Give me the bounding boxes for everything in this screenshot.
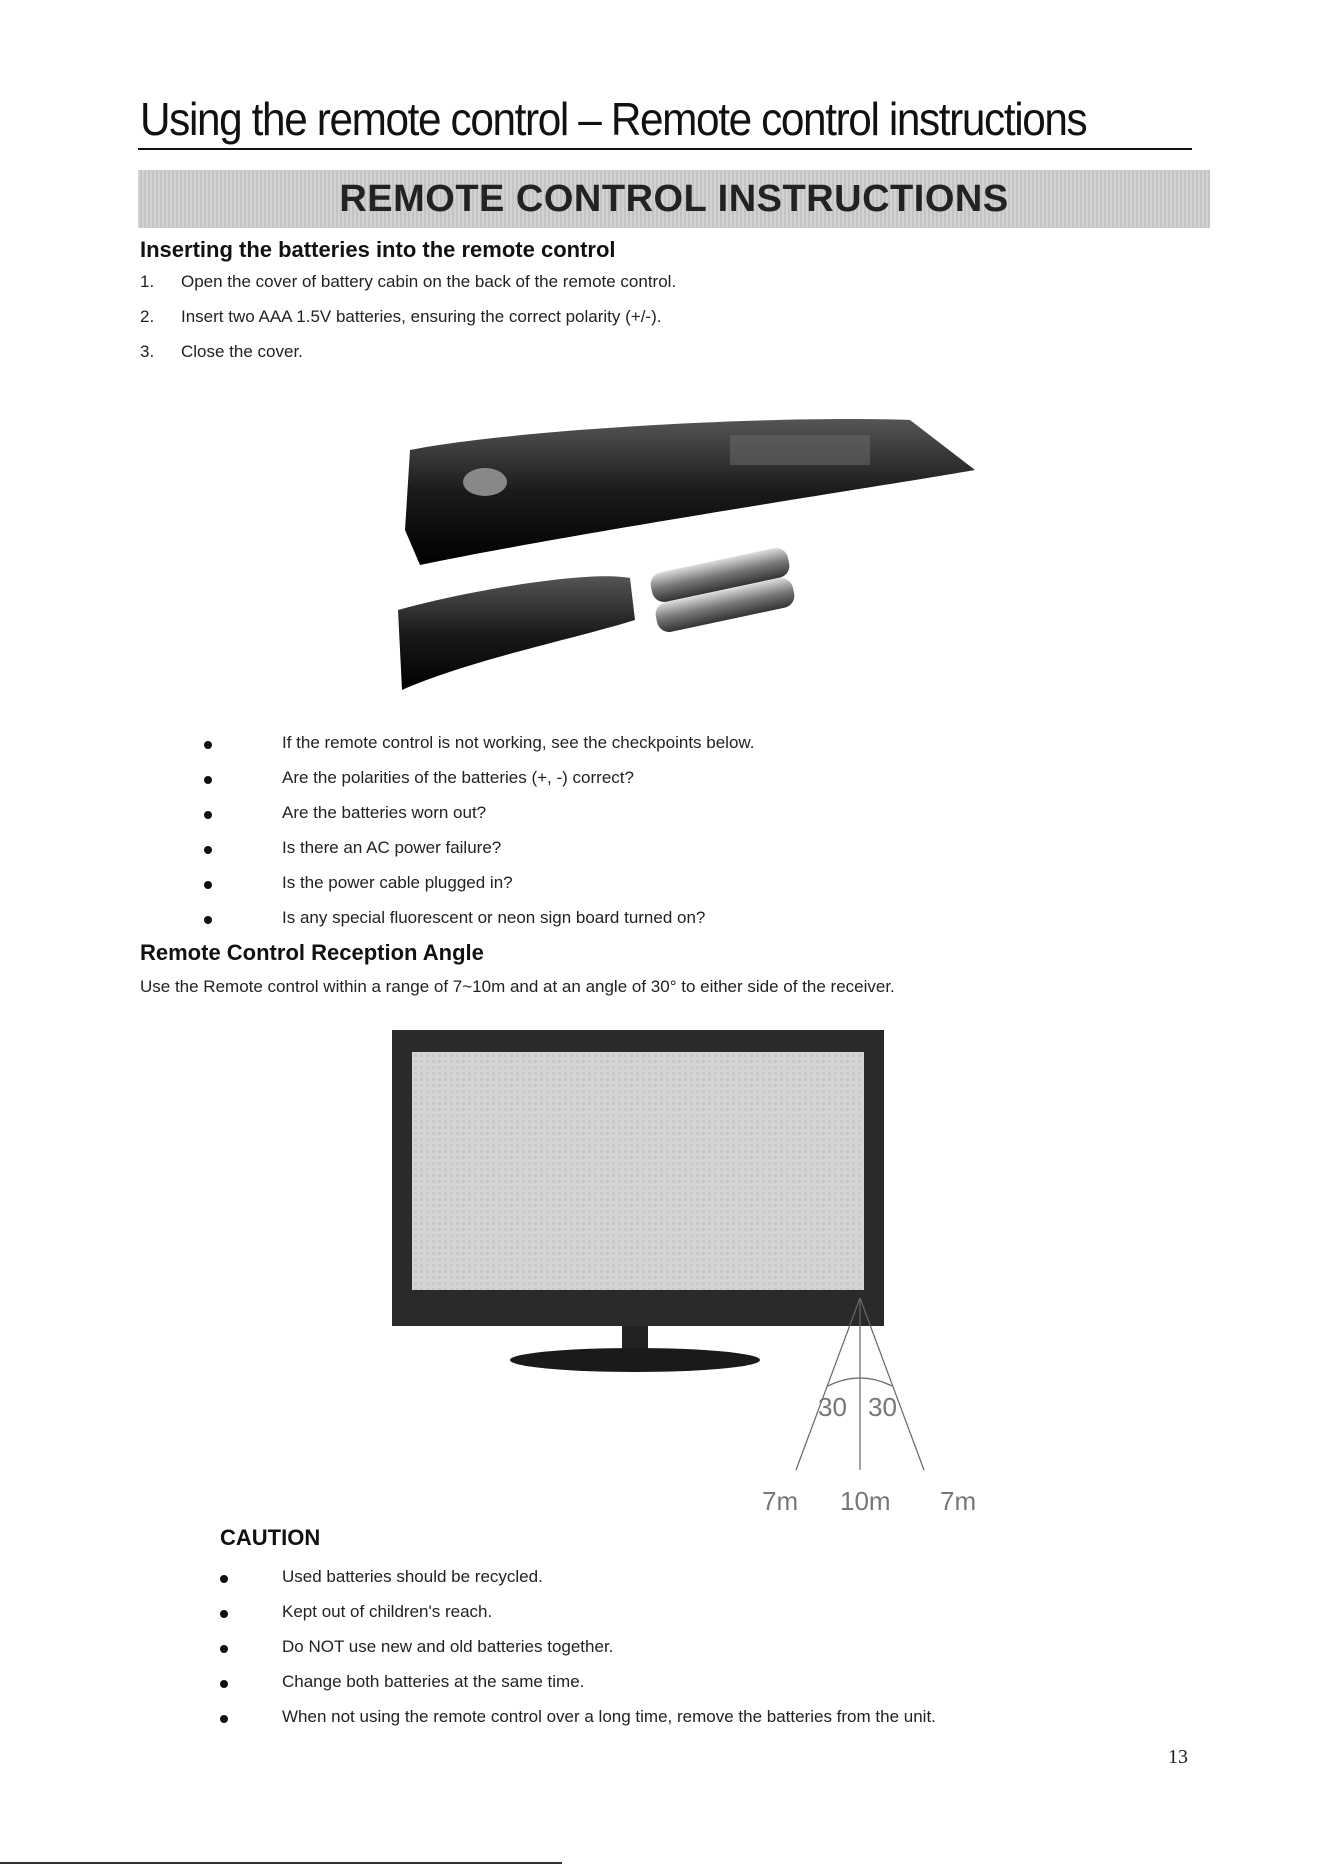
section-banner <box>138 170 1210 228</box>
batteries-heading: Inserting the batteries into the remote control <box>140 237 616 262</box>
checkpoint-item: Is any special fluorescent or neon sign board turned on? <box>282 908 706 927</box>
bullet-icon <box>220 1715 228 1723</box>
caution-item: Do NOT use new and old batteries together. <box>282 1637 614 1656</box>
bullet-icon <box>220 1610 228 1618</box>
tv-reception-diagram <box>390 1030 1010 1520</box>
remote-control-image <box>405 419 975 565</box>
angle-right-label: 30 <box>868 1392 897 1422</box>
step-number: 2. <box>140 307 155 326</box>
remote-batteries-illustration <box>390 410 970 700</box>
checkpoint-item: If the remote control is not working, see the checkpoints below. <box>282 733 755 752</box>
bullet-icon <box>220 1575 228 1583</box>
page-number: 13 <box>1168 1746 1188 1768</box>
checkpoint-item: Is there an AC power failure? <box>282 838 502 857</box>
page-title: Using the remote control – Remote control instructions <box>140 93 1087 145</box>
step-number: 1. <box>140 272 155 291</box>
step-2 <box>140 307 661 327</box>
checkpoint-item: Are the batteries worn out? <box>282 803 487 822</box>
step-text: Open the cover of battery cabin on the back of the remote control. <box>181 272 677 291</box>
step-text: Insert two AAA 1.5V batteries, ensuring the correct polarity (+/-). <box>181 307 662 326</box>
caution-item: Used batteries should be recycled. <box>282 1567 543 1586</box>
bullet-icon <box>204 846 212 854</box>
banner-text: REMOTE CONTROL INSTRUCTIONS <box>339 178 1009 220</box>
footer-rule <box>0 1862 562 1864</box>
batteries-image <box>648 546 796 634</box>
angle-left-label: 30 <box>818 1392 847 1422</box>
checkpoint-item: Is the power cable plugged in? <box>282 873 513 892</box>
step-3 <box>140 342 303 362</box>
caution-heading: CAUTION <box>220 1525 321 1550</box>
step-number: 3. <box>140 342 155 361</box>
bullet-icon <box>204 811 212 819</box>
battery-cover-image <box>398 576 635 690</box>
bullet-icon <box>220 1645 228 1653</box>
caution-item: When not using the remote control over a long time, remove the batteries from the unit. <box>282 1707 936 1726</box>
tv-image <box>392 1030 884 1372</box>
bullet-icon <box>204 916 212 924</box>
reception-text: Use the Remote control within a range of 7~10m and at an angle of 30° to either side of the receiver. <box>140 977 895 996</box>
step-text: Close the cover. <box>181 342 303 361</box>
bullet-icon <box>204 741 212 749</box>
title-rule <box>138 148 1192 150</box>
step-1 <box>140 272 676 292</box>
distance-center-label: 10m <box>840 1486 891 1516</box>
distance-left-label: 7m <box>762 1486 799 1516</box>
bullet-icon <box>204 776 212 784</box>
caution-item: Change both batteries at the same time. <box>282 1672 585 1691</box>
checkpoint-item: Are the polarities of the batteries (+, -) correct? <box>282 768 634 787</box>
bullet-icon <box>220 1680 228 1688</box>
distance-right-label: 7m <box>940 1486 977 1516</box>
caution-item: Kept out of children's reach. <box>282 1602 493 1621</box>
reception-heading: Remote Control Reception Angle <box>140 940 484 965</box>
bullet-icon <box>204 881 212 889</box>
